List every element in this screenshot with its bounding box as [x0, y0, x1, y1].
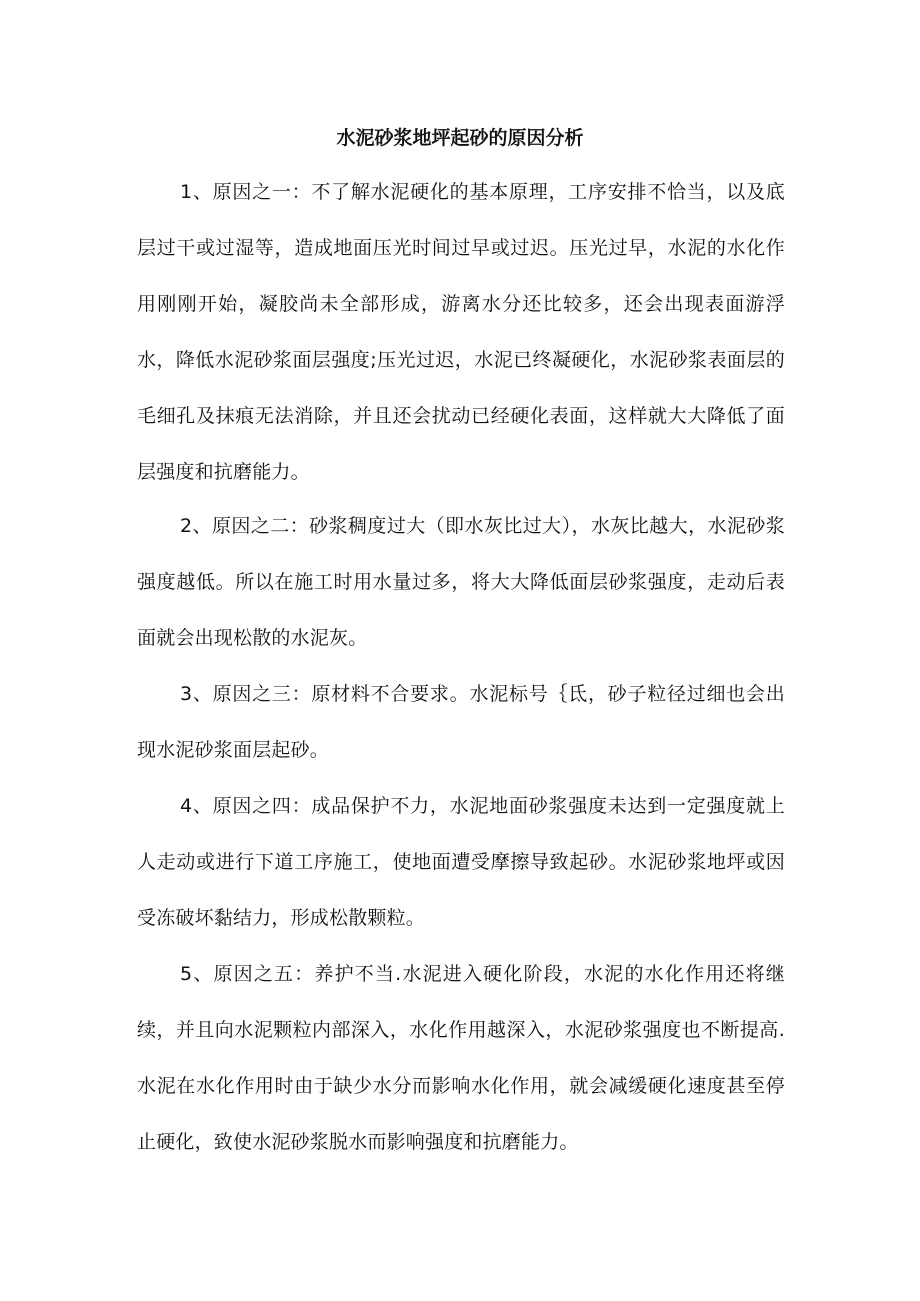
document-title: 水泥砂浆地坪起砂的原因分析	[336, 127, 584, 149]
paragraph-cause-5: 5、原因之五：养护不当.水泥进入硬化阶段，水泥的水化作用还将继续，并且向水泥颗粒内部深入，水化作用越深入，水泥砂浆强度也不断提高.水泥在水化作用时由于缺少水分而影响水化作用，就会减缓硬化速度甚至停止硬化，致使水泥砂浆脱水而影响强度和抗磨能力。	[137, 963, 785, 1153]
paragraph-cause-4: 4、原因之四：成品保护不力，水泥地面砂浆强度未达到一定强度就上人走动或进行下道工序施工，使地面遭受摩擦导致起砂。水泥砂浆地坪或因受冻破坏黏结力，形成松散颗粒。	[137, 795, 785, 929]
paragraph-cause-2: 2、原因之二：砂浆稠度过大（即水灰比过大），水灰比越大，水泥砂浆强度越低。所以在施工时用水量过多，将大大降低面层砂浆强度，走动后表面就会出现松散的水泥灰。	[137, 515, 785, 649]
paragraph-cause-3: 3、原因之三：原材料不合要求。水泥标号｛氐，砂子粒径过细也会出现水泥砂浆面层起砂。	[137, 683, 785, 761]
paragraph-cause-1: 1、原因之一：不了解水泥硬化的基本原理，工序安排不恰当，以及底层过干或过湿等，造成地面压光时间过早或过迟。压光过早，水泥的水化作用刚刚开始，凝胶尚未全部形成，游离水分还比较多，还会出现表面游浮水，降低水泥砂浆面层强度;压光过迟，水泥已终凝硬化，水泥砂浆表面层的毛细孔及抹痕无法消除，并且还会扰动已经硬化表面，这样就大大降低了面层强度和抗磨能力。	[137, 181, 785, 483]
